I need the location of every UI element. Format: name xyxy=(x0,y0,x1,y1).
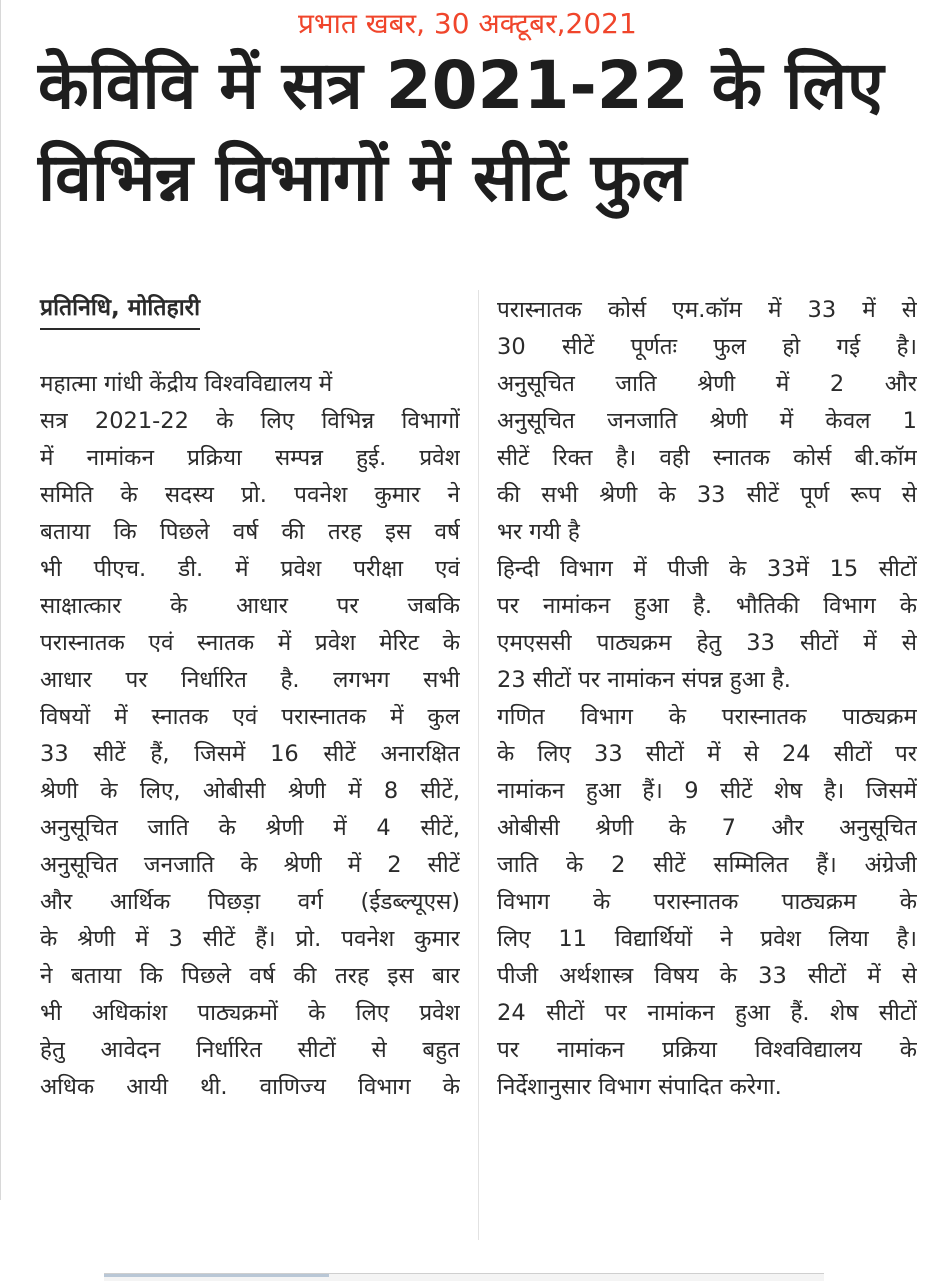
left-column-line: ने बताया कि पिछले वर्ष की तरह इस बार xyxy=(40,963,460,989)
headline xyxy=(38,40,918,224)
left-column-line: साक्षात्कार के आधार पर जबकि xyxy=(40,593,460,619)
left-column-line: आधार पर निर्धारित है. लगभग सभी xyxy=(40,667,460,693)
right-column-line: अनुसूचित जाति श्रेणी में 2 और xyxy=(497,371,917,397)
right-column-line: निर्देशानुसार विभाग संपादित करेगा. xyxy=(497,1074,782,1100)
scrollbar-thumb[interactable] xyxy=(104,1274,329,1277)
left-column-line: अनुसूचित जाति के श्रेणी में 4 सीटें, xyxy=(40,815,460,841)
left-column-line: अधिक आयी थी. वाणिज्य विभाग के xyxy=(40,1074,460,1100)
left-column-line: भी पीएच. डी. में प्रवेश परीक्षा एवं xyxy=(40,556,460,582)
right-column-line: पर नामांकन हुआ है. भौतिकी विभाग के xyxy=(497,593,917,619)
left-column-line: सत्र 2021-22 के लिए विभिन्न विभागों xyxy=(40,408,460,434)
byline: प्रतिनिधि, मोतिहारी xyxy=(40,290,200,330)
left-column-line: और आर्थिक पिछड़ा वर्ग (ईडब्ल्यूएस) xyxy=(40,889,460,915)
right-column-line: पीजी अर्थशास्त्र विषय के 33 सीटों में से xyxy=(497,963,917,989)
right-column-line: की सभी श्रेणी के 33 सीटें पूर्ण रूप से xyxy=(497,482,917,508)
right-column-line: ओबीसी श्रेणी के 7 और अनुसूचित xyxy=(497,815,917,841)
page-left-edge xyxy=(0,0,19,1200)
left-column-line: में नामांकन प्रक्रिया सम्पन्न हुई. प्रवेश xyxy=(40,445,460,471)
left-column-line: विषयों में स्नातक एवं परास्नातक में कुल xyxy=(40,704,460,730)
left-column-line: 33 सीटें हैं, जिसमें 16 सीटें अनारक्षित xyxy=(40,741,460,767)
right-column-line: परास्नातक कोर्स एम.कॉम में 33 में से xyxy=(497,297,917,323)
right-column-line: गणित विभाग के परास्नातक पाठ्यक्रम xyxy=(497,704,917,730)
right-column-line: अनुसूचित जनजाति श्रेणी में केवल 1 xyxy=(497,408,917,434)
right-column-line: एमएससी पाठ्यक्रम हेतु 33 सीटों में से xyxy=(497,630,917,656)
left-column-line: भी अधिकांश पाठ्यक्रमों के लिए प्रवेश xyxy=(40,1000,460,1026)
right-column-line: 30 सीटें पूर्णतः फुल हो गई है। xyxy=(497,334,917,360)
right-column-line: जाति के 2 सीटें सम्मिलित हैं। अंग्रेजी xyxy=(497,852,917,878)
headline-line-1: केविवि में सत्र 2021-22 के लिए xyxy=(38,47,884,124)
right-column-line: लिए 11 विद्यार्थियों ने प्रवेश लिया है। xyxy=(497,926,917,952)
article-column-left xyxy=(40,366,460,1106)
right-column-line: नामांकन हुआ हैं। 9 सीटें शेष है। जिसमें xyxy=(497,778,917,804)
column-divider xyxy=(478,290,479,1240)
left-column-line: अनुसूचित जनजाति के श्रेणी में 2 सीटें xyxy=(40,852,460,878)
publication-dateline: प्रभात खबर, 30 अक्टूबर,2021 xyxy=(298,7,637,40)
left-column-line: महात्मा गांधी केंद्रीय विश्वविद्यालय में xyxy=(40,371,333,397)
left-column-line: हेतु आवेदन निर्धारित सीटों से बहुत xyxy=(40,1037,460,1063)
right-column-line: 23 सीटों पर नामांकन संपन्न हुआ है. xyxy=(497,667,791,693)
left-column-line: बताया कि पिछले वर्ष की तरह इस वर्ष xyxy=(40,519,460,545)
headline-line-2: विभिन्न विभागों में सीटें फुल xyxy=(38,139,687,216)
left-column-line: श्रेणी के लिए, ओबीसी श्रेणी में 8 सीटें, xyxy=(40,778,460,804)
right-column-line: के लिए 33 सीटों में से 24 सीटों पर xyxy=(497,741,917,767)
left-column-line: के श्रेणी में 3 सीटें हैं। प्रो. पवनेश कुमार xyxy=(40,926,460,952)
left-column-line: समिति के सदस्य प्रो. पवनेश कुमार ने xyxy=(40,482,460,508)
right-column-line: हिन्दी विभाग में पीजी के 33में 15 सीटों xyxy=(497,556,917,582)
left-column-line: परास्नातक एवं स्नातक में प्रवेश मेरिट के xyxy=(40,630,460,656)
right-column-line: पर नामांकन प्रक्रिया विश्वविद्यालय के xyxy=(497,1037,917,1063)
right-column-line: विभाग के परास्नातक पाठ्यक्रम के xyxy=(497,889,917,915)
right-column-line: भर गयी है xyxy=(497,519,580,545)
article-column-right xyxy=(497,292,917,1106)
right-column-line: सीटें रिक्त है। वही स्नातक कोर्स बी.कॉम xyxy=(497,445,917,471)
right-column-line: 24 सीटों पर नामांकन हुआ हैं. शेष सीटों xyxy=(497,1000,917,1026)
